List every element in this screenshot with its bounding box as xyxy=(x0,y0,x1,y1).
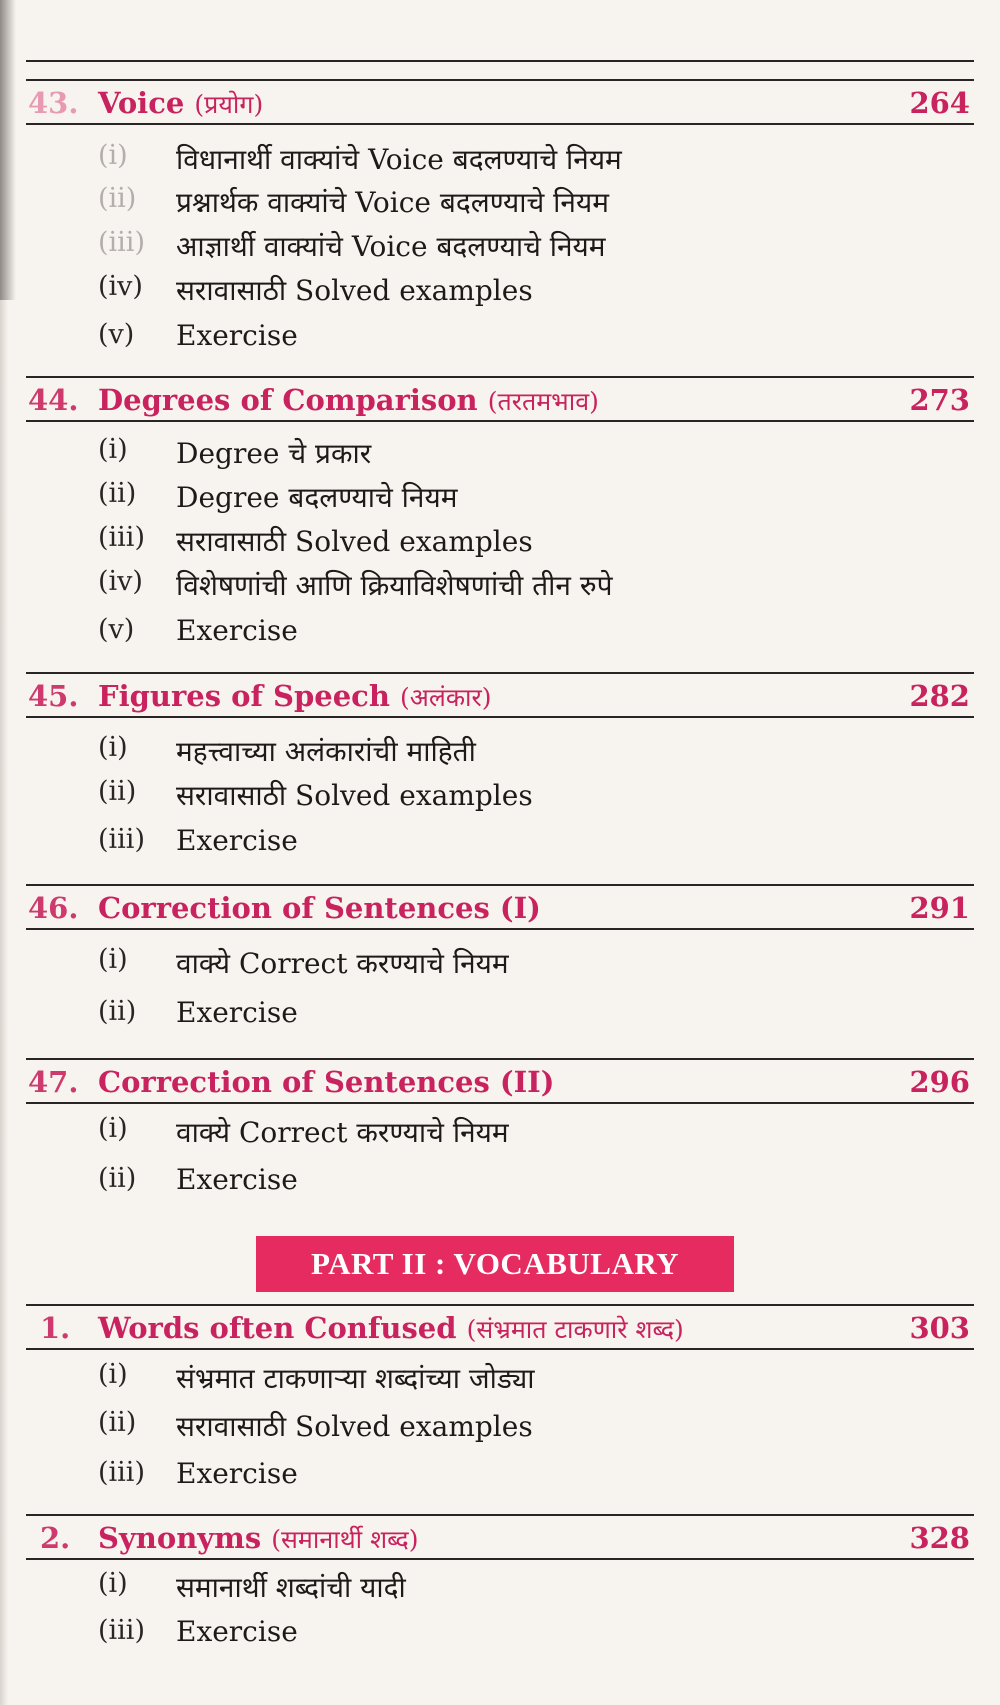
chapter-number: 2. xyxy=(40,1521,71,1555)
chapter-title-text: Correction of Sentences (I) xyxy=(98,891,541,925)
chapter-number: 43. xyxy=(28,86,79,120)
item-text: प्रश्नार्थक वाक्यांचे Voice बदलण्याचे नियम xyxy=(176,186,609,219)
list-item xyxy=(98,227,958,267)
list-item xyxy=(98,1113,958,1153)
chapter-subtitle: (समानार्थी शब्द) xyxy=(271,1525,419,1554)
chapter-title xyxy=(98,86,263,121)
part-heading-banner: PART II : VOCABULARY xyxy=(256,1236,734,1292)
item-number: (ii) xyxy=(98,1407,137,1438)
item-number: (iii) xyxy=(98,824,145,855)
list-item xyxy=(98,1457,958,1497)
list-item xyxy=(98,824,958,864)
item-number: (iii) xyxy=(98,1615,145,1646)
item-text: Degree बदलण्याचे नियम xyxy=(176,481,458,514)
chapter-page-number: 282 xyxy=(909,679,970,713)
item-text: Exercise xyxy=(176,1457,298,1490)
item-number: (i) xyxy=(98,944,128,975)
top-rule xyxy=(26,60,974,62)
list-item xyxy=(98,183,958,223)
item-text: सरावासाठी Solved examples xyxy=(176,779,533,812)
list-item xyxy=(98,319,958,359)
chapter-title xyxy=(98,1521,418,1556)
item-text: आज्ञार्थी वाक्यांचे Voice बदलण्याचे नियम xyxy=(176,230,606,263)
chapter-page-number: 273 xyxy=(909,383,970,417)
item-number: (i) xyxy=(98,732,128,763)
chapter-subtitle: (अलंकार) xyxy=(400,683,492,712)
chapter-number: 1. xyxy=(40,1311,71,1345)
item-text: विधानार्थी वाक्यांचे Voice बदलण्याचे नियम xyxy=(176,143,622,176)
list-item xyxy=(98,522,958,562)
chapter-47-heading xyxy=(26,1058,974,1104)
item-text: वाक्ये Correct करण्याचे नियम xyxy=(176,947,509,980)
list-item xyxy=(98,434,958,474)
chapter-title-text: Figures of Speech xyxy=(98,679,390,713)
item-number: (i) xyxy=(98,1568,128,1599)
item-text: सरावासाठी Solved examples xyxy=(176,1410,533,1443)
chapter-45-heading xyxy=(26,672,974,718)
chapter-title xyxy=(98,1065,554,1099)
chapter-44-heading xyxy=(26,376,974,422)
chapter-subtitle: (तरतमभाव) xyxy=(487,387,599,416)
chapter-number: 44. xyxy=(28,383,79,417)
chapter-title xyxy=(98,891,541,925)
chapter-page-number: 264 xyxy=(909,86,970,120)
vocab-chapter-1-heading xyxy=(26,1304,974,1350)
chapter-title-text: Voice xyxy=(98,86,185,120)
chapter-subtitle: (प्रयोग) xyxy=(194,90,264,119)
chapter-title xyxy=(98,383,599,418)
list-item xyxy=(98,566,958,606)
list-item xyxy=(98,776,958,816)
chapter-page-number: 303 xyxy=(909,1311,970,1345)
item-text: Exercise xyxy=(176,824,298,857)
chapter-subtitle: (संभ्रमात टाकणारे शब्द) xyxy=(466,1315,684,1344)
item-number: (i) xyxy=(98,434,128,465)
item-number: (i) xyxy=(98,140,128,171)
chapter-46-heading xyxy=(26,884,974,930)
list-item xyxy=(98,140,958,180)
list-item xyxy=(98,271,958,311)
chapter-number: 47. xyxy=(28,1065,79,1099)
item-number: (ii) xyxy=(98,478,137,509)
item-number: (v) xyxy=(98,614,135,645)
list-item xyxy=(98,1359,958,1399)
list-item xyxy=(98,1163,958,1203)
chapter-title xyxy=(98,679,491,714)
item-number: (iii) xyxy=(98,1457,145,1488)
item-text: समानार्थी शब्दांची यादी xyxy=(176,1571,406,1604)
item-text: Exercise xyxy=(176,1615,298,1648)
item-text: विशेषणांची आणि क्रियाविशेषणांची तीन रुपे xyxy=(176,569,613,602)
item-number: (iii) xyxy=(98,522,145,553)
chapter-title-text: Synonyms xyxy=(98,1521,262,1555)
chapter-page-number: 296 xyxy=(909,1065,970,1099)
chapter-title-text: Correction of Sentences (II) xyxy=(98,1065,555,1099)
item-number: (i) xyxy=(98,1359,128,1390)
list-item xyxy=(98,1615,958,1655)
item-number: (iii) xyxy=(98,227,145,258)
item-text: Exercise xyxy=(176,996,298,1029)
item-text: संभ्रमात टाकणाऱ्या शब्दांच्या जोड्या xyxy=(176,1362,535,1395)
item-number: (ii) xyxy=(98,776,137,807)
item-number: (i) xyxy=(98,1113,128,1144)
item-text: Exercise xyxy=(176,1163,298,1196)
chapter-43-heading xyxy=(26,79,974,125)
book-spine-shadow xyxy=(0,0,16,300)
item-number: (v) xyxy=(98,319,135,350)
item-text: सरावासाठी Solved examples xyxy=(176,525,533,558)
chapter-title-text: Degrees of Comparison xyxy=(98,383,478,417)
list-item xyxy=(98,478,958,518)
item-number: (iv) xyxy=(98,271,143,302)
book-gutter-shadow xyxy=(0,300,8,1705)
list-item xyxy=(98,1568,958,1608)
item-text: Exercise xyxy=(176,319,298,352)
chapter-page-number: 291 xyxy=(909,891,970,925)
item-text: सरावासाठी Solved examples xyxy=(176,274,533,307)
item-text: वाक्ये Correct करण्याचे नियम xyxy=(176,1116,509,1149)
item-number: (ii) xyxy=(98,183,137,214)
item-text: महत्त्वाच्या अलंकारांची माहिती xyxy=(176,735,476,768)
chapter-title xyxy=(98,1311,684,1346)
item-text: Exercise xyxy=(176,614,298,647)
list-item xyxy=(98,996,958,1036)
list-item xyxy=(98,944,958,984)
item-number: (ii) xyxy=(98,996,137,1027)
list-item xyxy=(98,614,958,654)
list-item xyxy=(98,732,958,772)
chapter-number: 45. xyxy=(28,679,79,713)
chapter-page-number: 328 xyxy=(909,1521,970,1555)
item-text: Degree चे प्रकार xyxy=(176,437,372,470)
vocab-chapter-2-heading xyxy=(26,1514,974,1560)
list-item xyxy=(98,1407,958,1447)
chapter-number: 46. xyxy=(28,891,79,925)
item-number: (ii) xyxy=(98,1163,137,1194)
chapter-title-text: Words often Confused xyxy=(98,1311,457,1345)
item-number: (iv) xyxy=(98,566,143,597)
